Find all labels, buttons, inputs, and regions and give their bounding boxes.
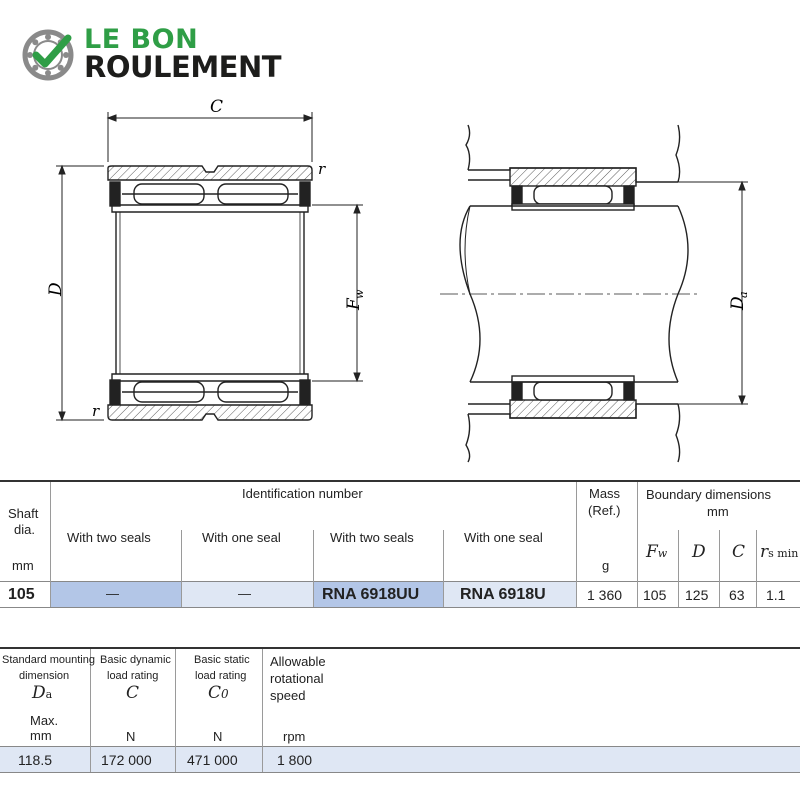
cell-id-4: RNA 6918U — [460, 586, 546, 603]
cell-mass: 1 360 — [587, 587, 623, 603]
cell-id-2: — — [238, 586, 251, 601]
bearing-mounted-view — [460, 125, 688, 462]
label-fw: F — [344, 298, 364, 310]
bearing-section-view — [108, 166, 312, 420]
cell-id-1: — — [106, 586, 119, 601]
header-speed-unit: rpm — [283, 729, 306, 744]
cell-rs: 1.1 — [766, 587, 786, 603]
header-max: Max. — [30, 713, 59, 728]
header-speed-2: rotational — [270, 671, 324, 686]
header-dyn-unit: N — [126, 729, 136, 744]
header-da: Da — [32, 683, 53, 703]
header-boundary: Boundary dimensions — [646, 487, 772, 502]
header-dia: dia. — [14, 522, 35, 537]
cell-shaft: 105 — [8, 586, 35, 603]
bearing-technical-drawing — [0, 90, 800, 470]
logo-line-2: ROULEMENT — [84, 50, 282, 84]
header-col-1: With two seals — [67, 530, 151, 545]
header-rs: rs min — [760, 542, 799, 562]
header-stat-sym: C0 — [208, 683, 229, 703]
label-d: D — [46, 282, 66, 296]
cell-fw: 105 — [643, 587, 667, 603]
header-speed-3: speed — [270, 688, 306, 703]
header-ref: (Ref.) — [588, 503, 621, 518]
header-shaft: Shaft — [8, 506, 39, 521]
header-identification: Identification number — [242, 486, 363, 501]
header-d: D — [692, 542, 706, 562]
header-da-unit: mm — [30, 728, 52, 743]
header-dyn-2: load rating — [107, 670, 159, 682]
header-stat-unit: N — [213, 729, 223, 744]
header-mass-unit: g — [602, 558, 610, 573]
label-c: C — [210, 97, 224, 117]
cell-speed: 1 800 — [277, 752, 313, 768]
header-shaft-unit: mm — [12, 558, 34, 573]
header-stat-2: load rating — [195, 670, 247, 682]
label-r-top: r — [318, 160, 326, 178]
header-col-4: With one seal — [464, 530, 543, 545]
cell-id-3: RNA 6918UU — [322, 586, 420, 603]
label-da-sub: a — [737, 291, 750, 298]
label-da: D — [728, 296, 748, 310]
cell-da: 118.5 — [18, 752, 52, 768]
header-stat-1: Basic static — [194, 654, 250, 666]
header-std-1: Standard mounting — [2, 654, 95, 666]
cell-c: 63 — [729, 587, 745, 603]
header-fw: Fw — [646, 542, 668, 562]
header-dyn-sym: C — [126, 683, 140, 703]
logo-line-1: LE BON — [84, 24, 199, 55]
header-std-2: dimension — [19, 670, 70, 682]
header-c: C — [732, 542, 746, 562]
header-col-2: With one seal — [202, 530, 281, 545]
dimension-lines-right — [636, 182, 748, 404]
header-dyn-1: Basic dynamic — [100, 654, 171, 666]
header-speed-1: Allowable — [270, 654, 326, 669]
header-boundary-unit: mm — [707, 504, 729, 519]
header-mass: Mass — [589, 486, 621, 501]
label-r-bottom: r — [92, 402, 100, 420]
cell-stat: 471 000 — [187, 752, 238, 768]
brand-logo — [22, 26, 302, 86]
cell-dyn: 172 000 — [101, 752, 152, 768]
label-fw-sub: w — [353, 289, 366, 299]
cell-d: 125 — [685, 587, 709, 603]
bearing-logo-icon — [22, 28, 78, 84]
header-col-3: With two seals — [330, 530, 414, 545]
